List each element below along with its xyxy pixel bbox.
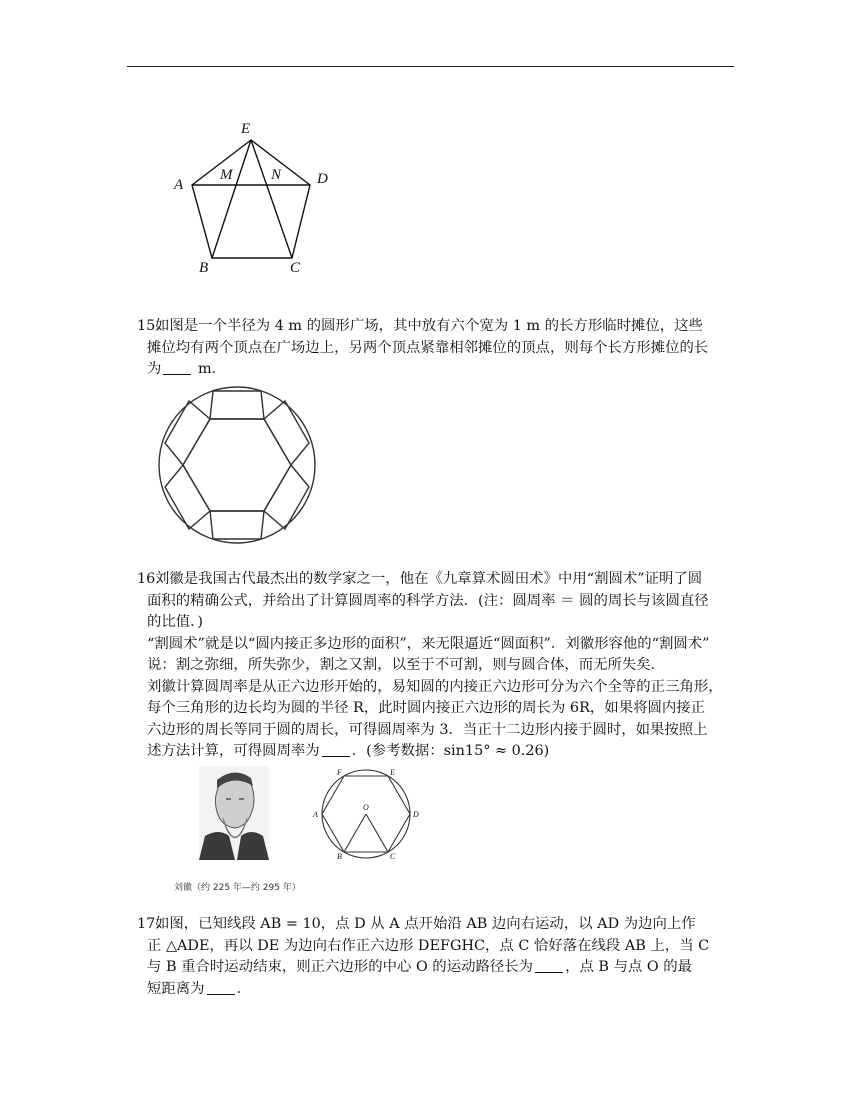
radius-ob [344,814,366,852]
question-text: “割圆术”就是以“圆内接正多边形的面积”，来无限逼近“圆面积”．刘徽形容他的“割圆术” [147,635,710,652]
question-text: 面积的精确公式，并给出了计算圆周率的科学方法．(注：圆周率 ＝ 圆的周长与该圆直径 [147,592,709,609]
inscribed-hexagon-figure [310,766,420,861]
question-text: 每个三角形的边长均为圆的半径 R，此时圆内接正六边形的周长为 6R，如果将圆内接正 [147,700,706,716]
label-a: A [174,177,184,193]
radius-oc [366,814,388,852]
hex-label-b: B [337,852,342,861]
question-number: 16. [137,571,160,587]
question-text: 为 m． [147,361,227,377]
hex-label-d: D [413,810,419,819]
question-text: 的比值．) [147,614,203,630]
segment-ec [251,140,292,258]
label-m: M [220,167,233,183]
answer-blank [207,980,235,995]
question-15 [137,316,737,381]
hex-label-o: O [363,803,369,812]
hex-label-c: C [390,852,396,861]
inner-hexagon [183,419,291,511]
question-text: 如图，已知线段 AB = 10，点 D 从 A 点开始沿 AB 边向右运动，以 AD 为边向上作 [155,916,696,932]
circle-stalls-figure [157,385,317,545]
answer-blank [322,742,350,757]
question-text: 与 B 重合时运动结束，则正六边形的中心 O 的运动路径长为 ，点 B 与点 O 的最 [147,959,693,975]
label-c: C [290,260,301,276]
question-number: 17. [137,916,160,932]
stall-bottom-right [264,465,309,529]
stall-top-left [165,401,210,465]
hex-label-f: F [337,768,342,777]
question-text: 如图是一个半径为 4 m 的圆形广场，其中放有六个宽为 1 m 的长方形临时摊位，这些 [155,318,703,334]
question-text: 正 △ADE，再以 DE 为边向右作正六边形 DEFGHC，点 C 恰好落在线段 AB 上，当 C [147,937,710,954]
stall-top [210,391,264,419]
question-text: 短距离为 ． [147,980,251,997]
hex-label-a: A [313,810,318,819]
header-rule [127,66,734,67]
label-e: E [241,121,251,137]
label-n: N [271,167,282,183]
pentagon-outline [192,140,310,258]
answer-blank [163,360,191,375]
stall-top-right [264,401,309,465]
question-number: 15. [137,318,160,334]
question-text: 刘徽计算圆周率是从正六边形开始的，易知圆的内接正六边形可分为六个全等的正三角形， [147,678,723,695]
question-text: 述方法计算，可得圆周率为 ．(参考数据：sin15° ≈ 0.26) [147,743,550,759]
stall-bottom-left [165,465,210,529]
hex-label-e: E [390,768,395,777]
question-text: 六边形的周长等同于圆的周长，可得圆周率为 3．当正十二边形内接于圆时，如果按照上 [147,721,708,738]
answer-blank [535,958,563,973]
stall-bottom [210,511,264,539]
liu-hui-portrait [199,766,269,860]
question-16 [137,569,737,763]
label-b: B [199,260,209,276]
pentagon-figure [165,115,345,280]
portrait-caption: 刘徽（约 225 年—约 295 年） [174,883,301,893]
question-17 [137,914,737,1000]
question-text: 说：割之弥细，所失弥少，割之又割，以至于不可割，则与圆合体，而无所失矣． [147,657,666,673]
question-text: 摊位均有两个顶点在广场边上，另两个顶点紧靠相邻摊位的顶点，则每个长方形摊位的长 [147,339,709,356]
label-d: D [317,171,328,187]
question-text: 刘徽是我国古代最杰出的数学家之一，他在《九章算术圆田术》中用“割圆术”证明了圆 [155,571,703,587]
segment-eb [212,140,251,258]
